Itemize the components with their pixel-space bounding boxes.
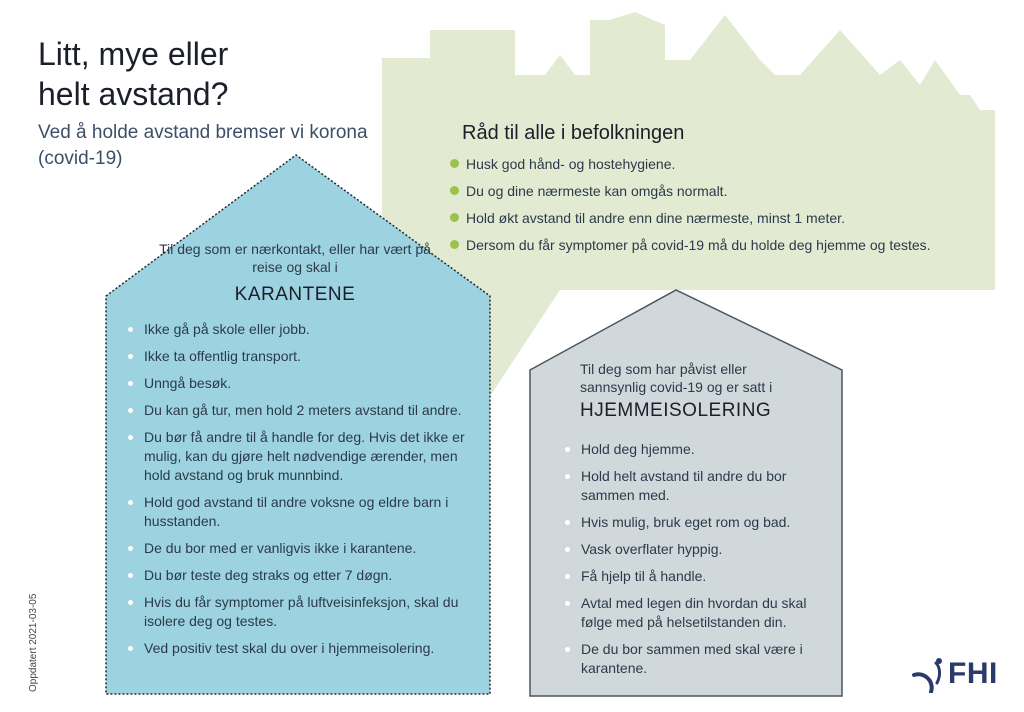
general-advice-item: Du og dine nærmeste kan omgås normalt. bbox=[450, 182, 1010, 200]
isolation-list bbox=[565, 440, 840, 686]
quarantine-item: Hvis du får symptomer på luftveisinfeksjon, skal du isolere deg og testes. bbox=[128, 593, 483, 631]
general-advice-item: Hold økt avstand til andre enn dine nærmeste, minst 1 meter. bbox=[450, 209, 1010, 227]
quarantine-item: Du kan gå tur, men hold 2 meters avstand til andre. bbox=[128, 401, 483, 420]
quarantine-item: Hold god avstand til andre voksne og eldre barn i husstanden. bbox=[128, 493, 483, 531]
isolation-item: Avtal med legen din hvordan du skal følge med på helsetilstanden din. bbox=[565, 594, 840, 632]
quarantine-item: Ved positiv test skal du over i hjemmeisolering. bbox=[128, 639, 483, 658]
quarantine-item: Ikke gå på skole eller jobb. bbox=[128, 320, 483, 339]
isolation-item: Hold helt avstand til andre du bor sammen med. bbox=[565, 467, 840, 505]
general-advice-item: Husk god hånd- og hostehygiene. bbox=[450, 155, 1010, 173]
isolation-intro: Til deg som har påvist eller sannsynlig covid-19 og er satt i bbox=[580, 361, 773, 395]
isolation-item: Vask overflater hyppig. bbox=[565, 540, 840, 559]
quarantine-item: Unngå besøk. bbox=[128, 374, 483, 393]
title-line-2: helt avstand? bbox=[38, 76, 229, 112]
quarantine-item: Ikke ta offentlig transport. bbox=[128, 347, 483, 366]
fhi-logo-icon bbox=[910, 657, 946, 693]
general-advice-item: Dersom du får symptomer på covid-19 må du holde deg hjemme og testes. bbox=[450, 236, 1010, 254]
fhi-logo bbox=[910, 655, 1010, 695]
isolation-heading: HJEMMEISOLERING bbox=[580, 400, 772, 421]
isolation-item: Få hjelp til å handle. bbox=[565, 567, 840, 586]
title-line-1: Litt, mye eller bbox=[38, 36, 229, 72]
quarantine-item: De du bor med er vanligvis ikke i karantene. bbox=[128, 539, 483, 558]
updated-date: Oppdatert 2021-03-05 bbox=[28, 593, 39, 692]
isolation-item: Hold deg hjemme. bbox=[565, 440, 840, 459]
quarantine-heading: KARANTENE bbox=[234, 284, 356, 305]
quarantine-item: Du bør få andre til å handle for deg. Hvis det ikke er mulig, kan du gjøre helt nødvendige ærender, men hold avstand og bruk munnbind. bbox=[128, 428, 483, 485]
isolation-item: Hvis mulig, bruk eget rom og bad. bbox=[565, 513, 840, 532]
quarantine-item: Du bør teste deg straks og etter 7 døgn. bbox=[128, 566, 483, 585]
isolation-item: De du bor sammen med skal være i karantene. bbox=[565, 640, 840, 678]
quarantine-intro: Til deg som er nærkontakt, eller har vært på reise og skal i bbox=[159, 241, 431, 275]
fhi-logo-text: FHI bbox=[948, 657, 998, 690]
general-advice-heading: Råd til alle i befolkningen bbox=[462, 122, 685, 144]
page-subtitle: Ved å holde avstand bremser vi korona (covid-19) bbox=[38, 122, 368, 169]
